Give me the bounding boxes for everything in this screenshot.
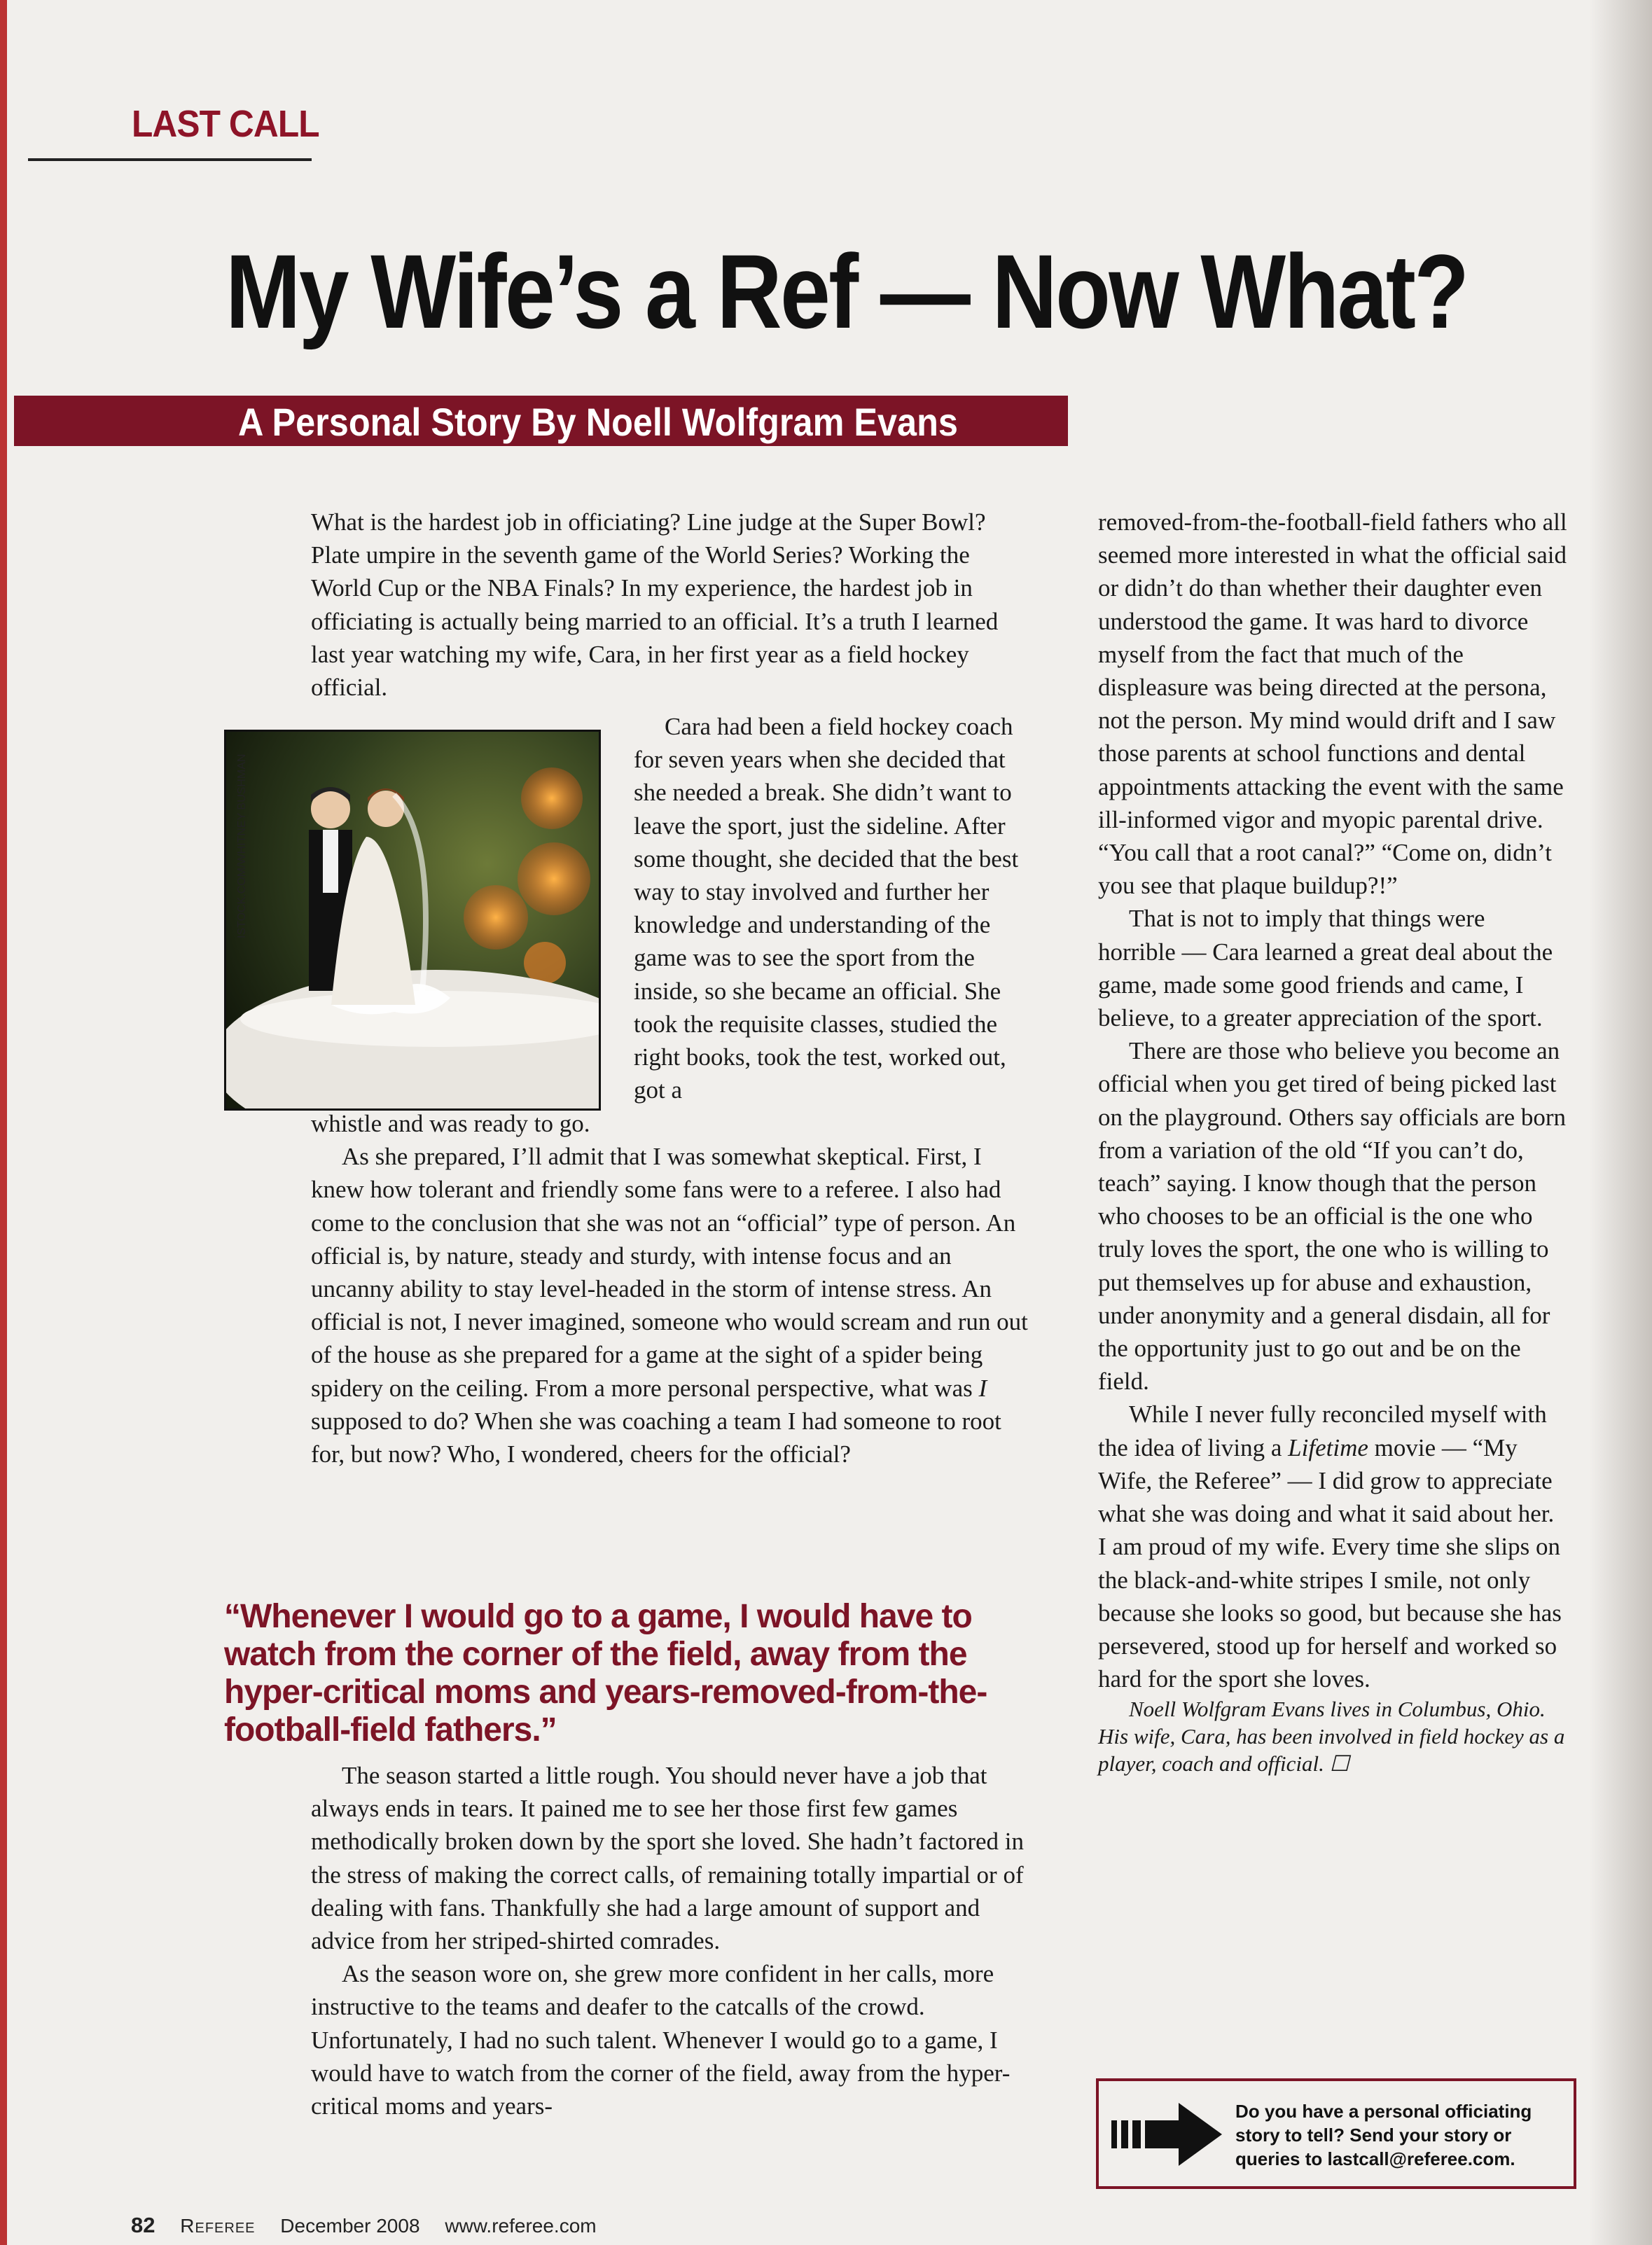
pull-quote: “Whenever I would go to a game, I would have to watch from the corner of the field, away from the hyper-critical moms and years-removed-from-the-football-field fathers.”: [224, 1598, 987, 1749]
page-number: 82: [131, 2213, 155, 2237]
why-officiate-paragraph: There are those who believe you become an official when you get tired of being picked last on the playground. Others say officials are born from a variation of the old “If you can’t do, teach” saying. I know though that the person who chooses to be an official is the one who truly loves the sport, the one who is willing to put themselves up for abuse and exhaustion, under anonymity and a general disdain, all for the opportunity just to go out and be on the field.: [1098, 1037, 1567, 1396]
photo-credit: ISTOCK.COM/WHITNEY BUSHMAN: [236, 753, 248, 938]
not-horrible-paragraph: That is not to imply that things were horrible — Cara learned a great deal about the game, made some good friends and came, I believe, to a greater appreciation of the sport.: [1098, 905, 1553, 1032]
headline: My Wife’s a Ref — Now What?: [225, 232, 1468, 350]
byline: A Personal Story By Noell Wolfgram Evans: [238, 400, 958, 444]
section-rule: [28, 158, 312, 161]
column-1-wrap: [634, 710, 1033, 1106]
skeptical-paragraph: As she prepared, I’ll admit that I was somewhat skeptical. First, I knew how tolerant and friendly some fans were to a referee. I also had come to the conclusion that she was not an “official” type of person. An official is, by nature, steady and sturdy, with intense focus and an uncanny ability to stay level-headed in the storm of intense stress. An official is not, I never imagined, someone who would scream and run out of the house as she prepared for a game at the sight of a spider being spidery on the ceiling. From a more personal perspective, what was I supposed to do? When she was coaching a team I had someone to root for, but now? Who, I wondered, cheers for the official?: [311, 1143, 1028, 1468]
submission-callout-text: Do you have a personal officiating story to tell? Send your story or queries to lastcall@referee.com.: [1235, 2101, 1532, 2169]
proud-paragraph: While I never fully reconciled myself with the idea of living a Lifetime movie — “My Wife, the Referee” — I did grow to appreciate what she was doing and what it said about her. I am proud of my wife. Every time she slips on the black-and-white stripes I smile, not only because she looks so good, but because she has persevered, stood up for herself and worked so hard for the sport she loves.: [1098, 1400, 1562, 1693]
wrap-paragraph: Cara had been a field hockey coach for seven years when she decided that she needed a break. She didn’t want to leave the sport, just the sideline. After some thought, she decided that the best way to stay involved and further her knowledge and understanding of the game was to see the sport from the inside, so she became an official. She took the requisite classes, studied the right books, took the test, worked out, got a: [634, 713, 1019, 1104]
wrap-paragraph-tail: whistle and was ready to go.: [311, 1110, 590, 1137]
confidence-paragraph: As the season wore on, she grew more confident in her calls, more instructive to the teams and deafer to the catcalls of the crowd. Unfortunately, I had no such talent. Whenever I would go to a game, I would have to watch from the corner of the field, away from the hyper-critical moms and years-: [311, 1960, 1011, 2120]
page-edge-strip: [0, 0, 7, 2245]
submission-callout: [1096, 2078, 1576, 2189]
column-1-wrap-tail: [311, 1107, 1032, 1471]
page-footer: [131, 2213, 597, 2238]
wedding-cake-topper-photo: [224, 730, 601, 1111]
magazine-name: Referee: [180, 2215, 256, 2237]
column-1-lower: [311, 1759, 1032, 2122]
season-paragraph: The season started a little rough. You should never have a job that always ends in tears. It pained me to see her those first few games methodically broken down by the sport she loved. She hadn’t factored in the stress of making the correct calls, of remaining totally impartial or of dealing with fans. Thankfully she had a large amount of support and advice from her striped-shirted comrades.: [311, 1762, 1025, 1955]
column-2: [1098, 506, 1567, 1777]
section-label: LAST CALL: [132, 103, 319, 145]
page-fold-shadow: [1589, 0, 1652, 2245]
arrow-icon: [1111, 2099, 1223, 2169]
issue-date: December 2008: [280, 2215, 420, 2237]
column-1-intro: [311, 506, 1032, 704]
intro-paragraph: What is the hardest job in officiating? Line judge at the Super Bowl? Plate umpire in the seventh game of the World Series? Working the World Cup or the NBA Finals? In my experience, the hardest job in officiating is actually being married to an official. It’s a truth I learned last year watching my wife, Cara, in her first year as a field hockey official.: [311, 508, 999, 702]
photo-illustration: [226, 732, 599, 1108]
author-bio: Noell Wolfgram Evans lives in Columbus, Ohio. His wife, Cara, has been involved in field hockey as a player, coach and official. ☐: [1098, 1697, 1565, 1777]
fathers-paragraph: removed-from-the-football-field fathers who all seemed more interested in what the official said or didn’t do than whether their daughter even understood the game. It was hard to divorce myself from the fact that much of the displeasure was being directed at the persona, not the person. My mind would drift and I saw those parents at school functions and dental appointments attacking the event with the same ill-informed vigor and myopic parental drive. “You call that a root canal?” “Come on, didn’t you see that plaque buildup?!”: [1098, 508, 1567, 900]
website-url: www.referee.com: [445, 2215, 597, 2237]
